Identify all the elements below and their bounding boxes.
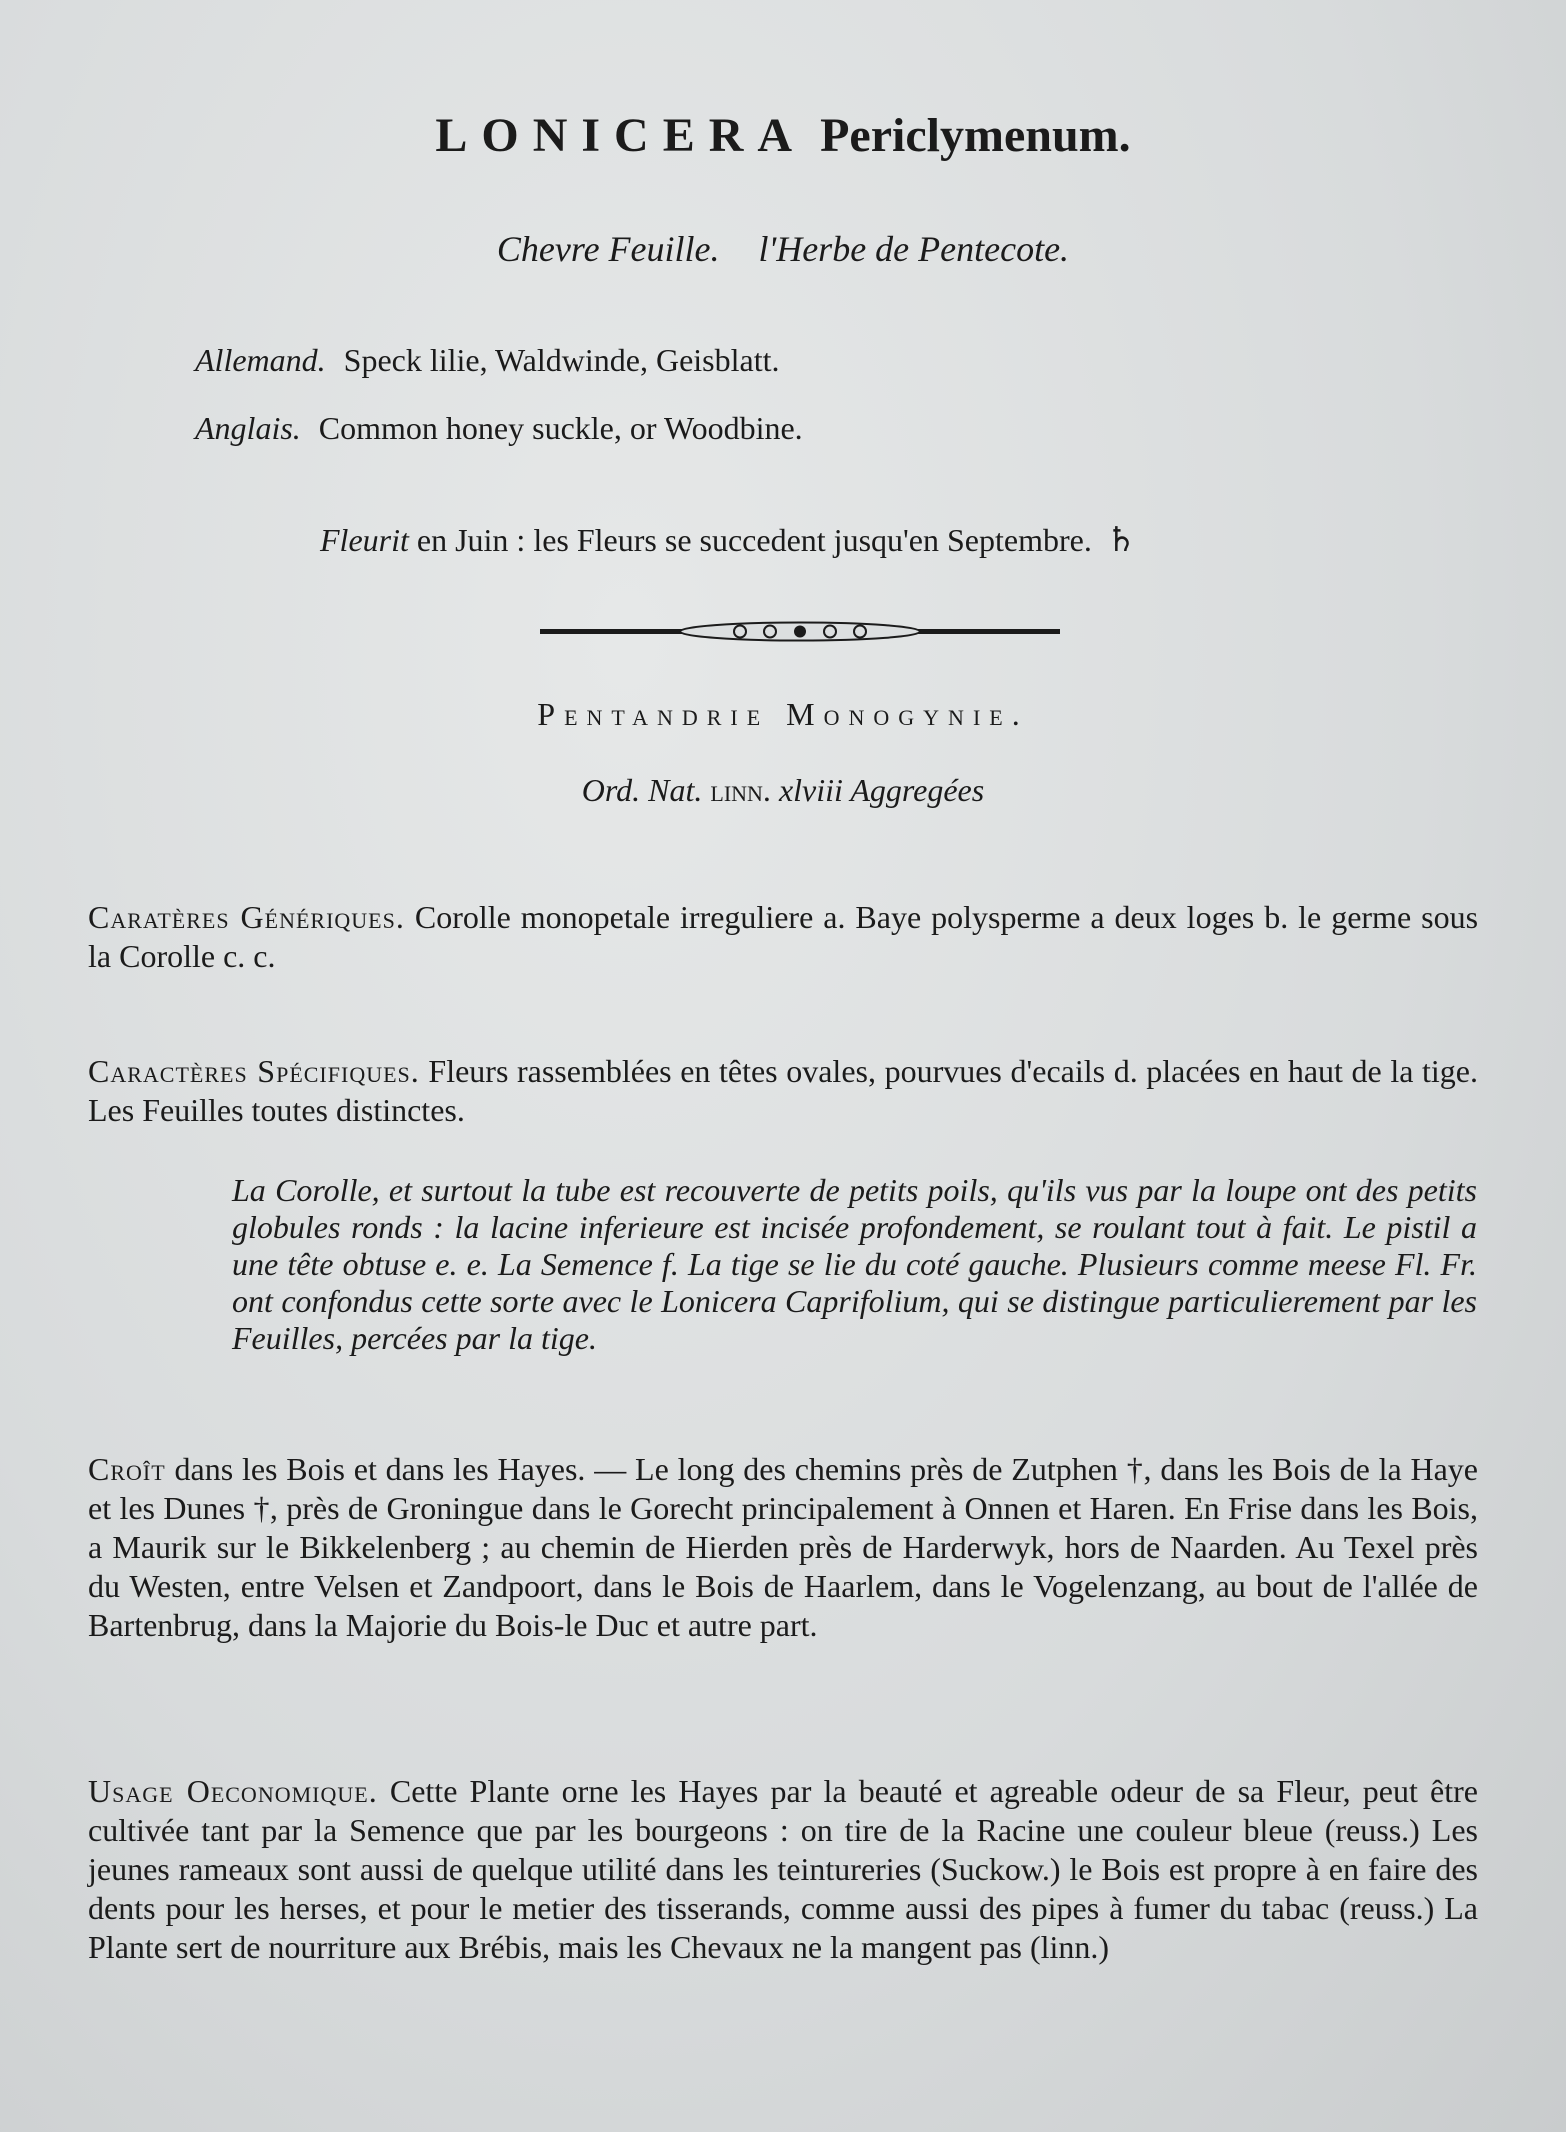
language-label: Anglais. — [195, 410, 301, 446]
generic-characters — [88, 898, 1478, 976]
section-heading: Caractères Spécifiques. — [88, 1053, 420, 1089]
section-heading: Croît — [88, 1451, 166, 1487]
language-names: Speck lilie, Waldwinde, Geisblatt. — [343, 342, 780, 378]
section-heading: Usage Oeconomique. — [88, 1773, 378, 1809]
flowering-line — [320, 520, 1136, 560]
botanical-note: La Corolle, et surtout la tube est recouverte de petits poils, qu'ils vus par la loupe ont des petits globules ronds : la lacine inferieure est incisée profondement, se roulant tout à fait. Le pistil a une tête obtuse e. e. La Semence f. La tige se lie du coté gauche. Plusieurs comme meese Fl. Fr. ont confondus cette sorte avec le Lonicera Caprifolium, qui se distingue particulierement par les Feuilles, percées par la tige. — [232, 1172, 1477, 1356]
perennial-symbol: ♄ — [1105, 522, 1137, 559]
english-names — [195, 410, 803, 447]
common-name-2: l'Herbe de Pentecote. — [758, 229, 1070, 269]
linnaean-class: Pentandrie Monogynie. — [537, 696, 1029, 732]
page-title — [0, 108, 1566, 163]
natural-order — [0, 772, 1566, 809]
ord-nat-author: linn. — [710, 772, 771, 808]
german-names — [195, 342, 780, 379]
ornament-divider-icon — [540, 618, 1060, 646]
language-names: Common honey suckle, or Woodbine. — [318, 410, 803, 446]
section-heading: Caratères Génériques. — [88, 899, 405, 935]
specific-characters — [88, 1052, 1478, 1130]
habitat-paragraph — [88, 1450, 1478, 1645]
ord-nat-label: Ord. Nat. — [581, 772, 703, 808]
section-text: Fleurs rassemblées en têtes ovales, pourvues d'ecails d. placées en haut de la tige. Les Feuilles toutes distinctes. — [88, 1053, 1479, 1128]
flowering-text: en Juin : les Fleurs se succedent jusqu'en Septembre. — [416, 522, 1092, 558]
section-text: Corolle monopetale irreguliere a. Baye polysperme a deux loges b. le germe sous la Corolle c. c. — [88, 899, 1479, 974]
section-text: dans les Bois et dans les Hayes. — Le long des chemins près de Zutphen †, dans les Bois de la Haye et les Dunes †, près de Groningue dans le Gorecht principalement à Onnen et Haren. En Frise dans les Bois, a Maurik sur le Bikkelenberg ; au chemin de Hierden près de Harderwyk, hors de Naarden. Au Texel près du Westen, entre Velsen et Zandpoort, dans le Bois de Haarlem, dans le Vogelenzang, au bout de l'allée de Bartenbrug, dans la Majorie du Bois-le Duc et autre part. — [88, 1451, 1479, 1643]
common-name-1: Chevre Feuille. — [496, 229, 720, 269]
genus-name: LONICERA — [435, 109, 807, 162]
language-label: Allemand. — [195, 342, 326, 378]
common-names — [0, 228, 1566, 270]
species-name: Periclymenum. — [820, 109, 1131, 162]
ord-nat-family: xlviii Aggregées — [778, 772, 985, 808]
usage-paragraph — [88, 1772, 1478, 1967]
section-text: Cette Plante orne les Hayes par la beauté et agreable odeur de sa Fleur, peut être cultivée tant par la Semence que par les bourgeons : on tire de la Racine une couleur bleue (reuss.) Les jeunes rameaux sont aussi de quelque utilité dans les teintureries (Suckow.) le Bois est propre à en faire des dents pour les herses, et pour le metier des tisserands, comme aussi des pipes à fumer du tabac (reuss.) La Plante sert de nourriture aux Brébis, mais les Chevaux ne la mangent pas (linn.) — [88, 1773, 1479, 1965]
flowering-lead: Fleurit — [320, 522, 409, 558]
